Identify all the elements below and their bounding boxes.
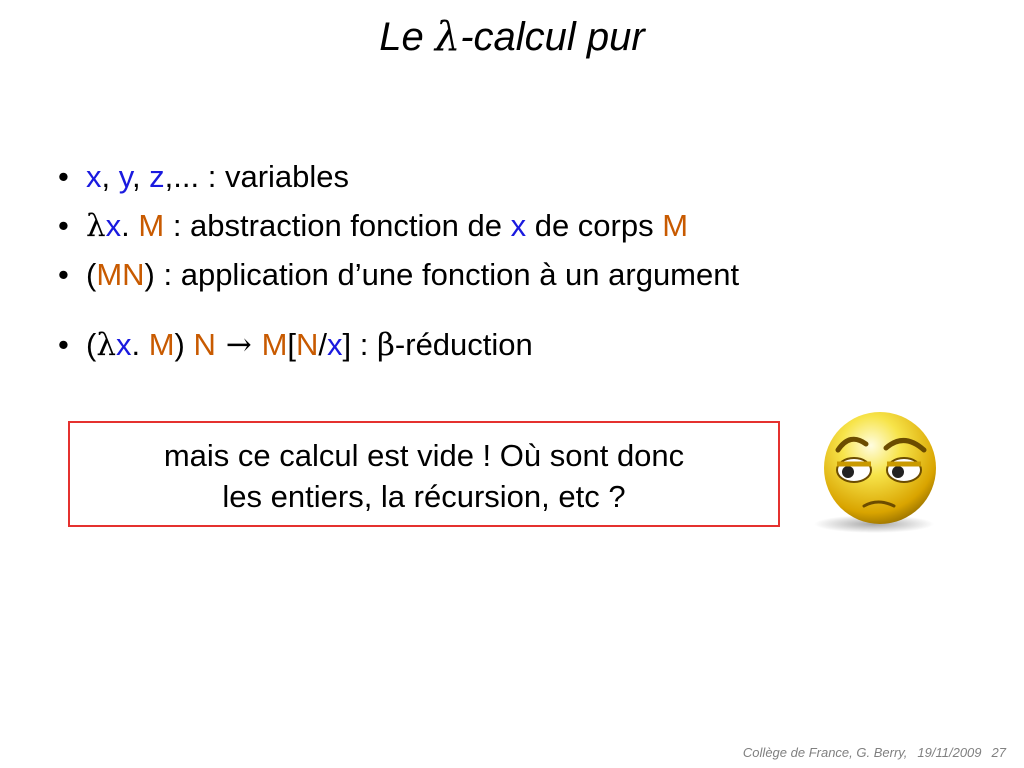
bullet-abstraction	[58, 201, 739, 250]
lambda-symbol: λ	[96, 327, 116, 363]
arrow-icon: →	[215, 327, 262, 363]
term-x: x	[327, 327, 343, 362]
text: /	[318, 327, 328, 362]
text: )	[174, 327, 194, 362]
page-number: 27	[991, 745, 1006, 760]
bullet-dot: •	[58, 208, 69, 243]
title-prefix: Le	[379, 15, 435, 59]
text: -réduction	[394, 327, 533, 362]
bullet-application	[58, 250, 739, 299]
text: .	[131, 327, 149, 362]
term-z: z	[149, 159, 165, 194]
callout-line-2: les entiers, la récursion, etc ?	[222, 479, 626, 514]
term-m: M	[148, 327, 175, 362]
skeptical-smiley-icon	[808, 410, 950, 534]
title-suffix: -calcul pur	[460, 15, 645, 59]
beta-symbol: β	[377, 327, 395, 363]
text: ,... : variables	[164, 159, 350, 194]
lambda-symbol: λ	[86, 208, 106, 244]
title-lambda: λ	[434, 14, 461, 60]
bullet-beta-reduction	[58, 320, 739, 369]
text: :	[351, 327, 377, 362]
term-x: x	[105, 208, 122, 243]
text: ) : application d’une fonction à un argument	[144, 257, 740, 292]
bullet-dot: •	[58, 257, 69, 292]
term-x: x	[510, 208, 527, 243]
term-m: M	[261, 327, 288, 362]
bullet-variables	[58, 152, 739, 201]
slide-title	[0, 14, 1024, 60]
footer-date: 19/11/2009	[917, 745, 982, 760]
text: : abstraction fonction de	[164, 208, 511, 243]
text: ,	[131, 159, 150, 194]
text: .	[121, 208, 139, 243]
term-x: x	[86, 159, 102, 194]
callout-line-1: mais ce calcul est vide ! Où sont donc	[163, 438, 685, 473]
callout-box	[68, 421, 780, 527]
term-m: M	[138, 208, 165, 243]
text: ]	[342, 327, 352, 362]
text: [	[287, 327, 297, 362]
term-n: N	[296, 327, 319, 362]
text: (	[86, 327, 97, 362]
text: de corps	[526, 208, 663, 243]
slide-footer	[733, 745, 1006, 760]
term-n: N	[193, 327, 216, 362]
term-m: M	[662, 208, 689, 243]
bullet-list	[58, 152, 739, 369]
bullet-dot: •	[58, 327, 69, 362]
term-x: x	[115, 327, 132, 362]
term-y: y	[118, 159, 132, 194]
footer-source: Collège de France, G. Berry,	[742, 745, 908, 760]
bullet-dot: •	[58, 159, 69, 194]
term-mn: MN	[96, 257, 145, 292]
text: (	[86, 257, 97, 292]
text: ,	[101, 159, 119, 194]
